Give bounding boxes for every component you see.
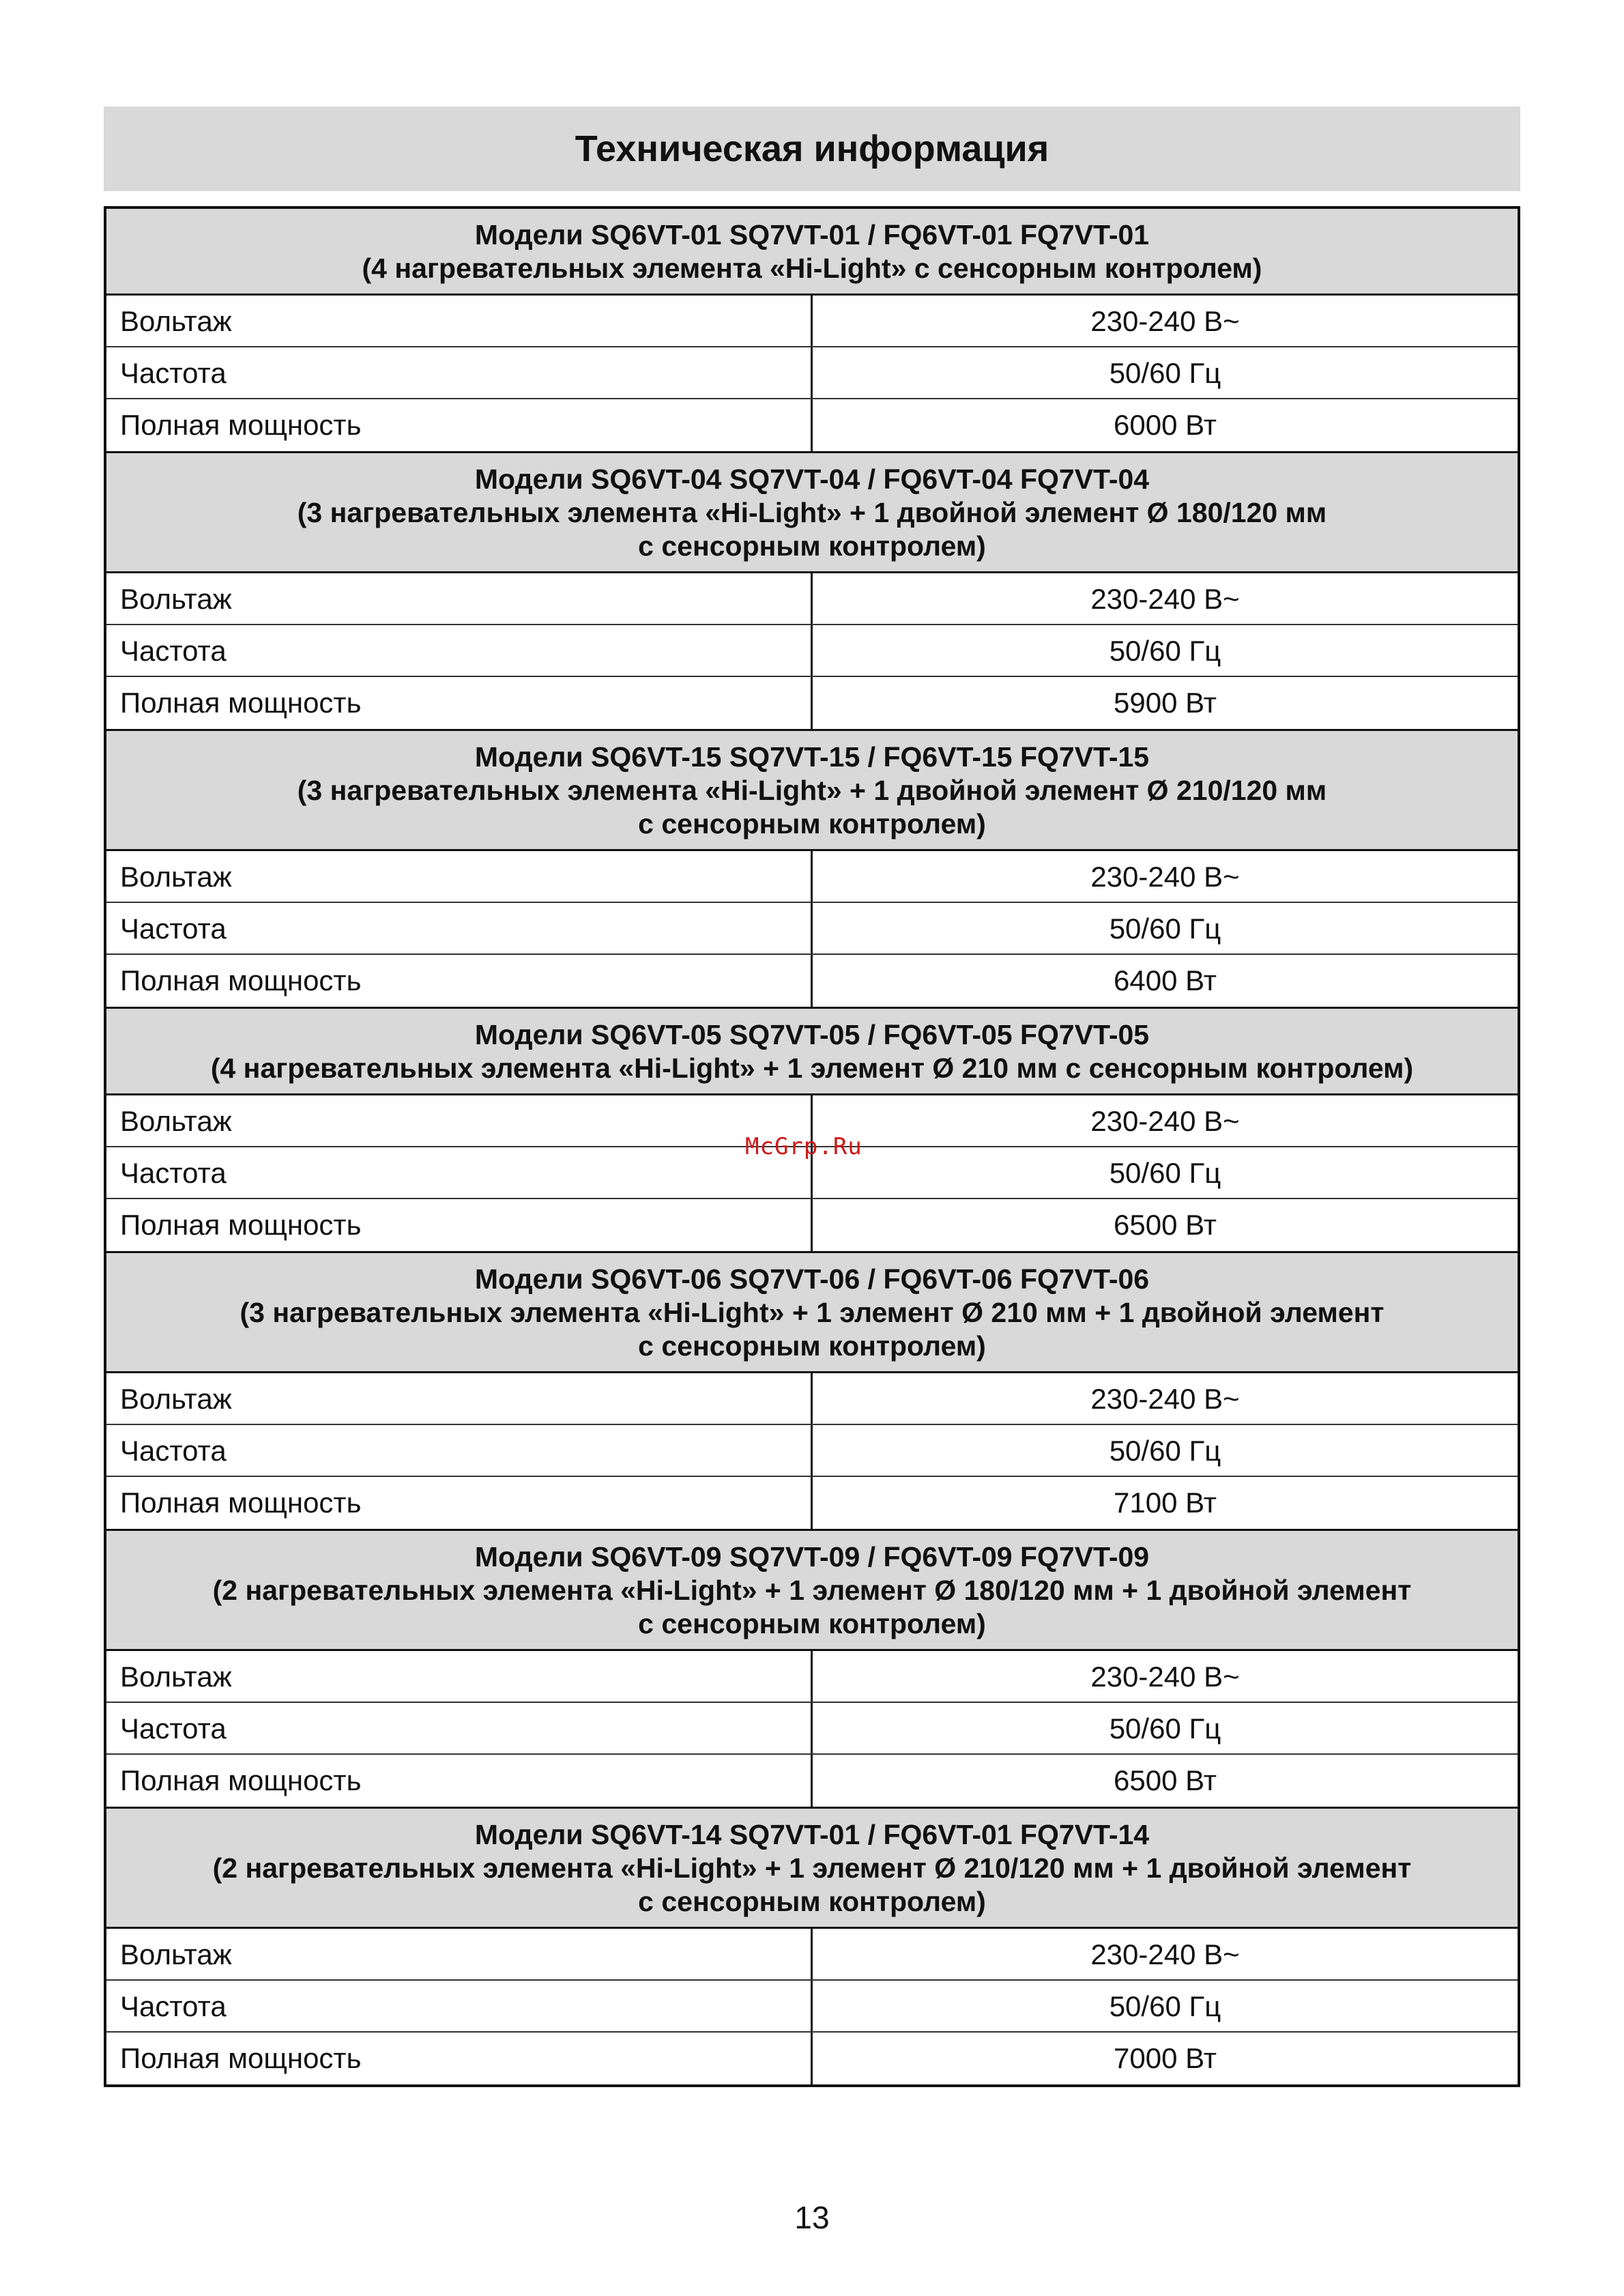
model-header-line: Модели SQ6VT-01 SQ7VT-01 / FQ6VT-01 FQ7VT-01 [474,219,1150,250]
spec-value: 6500 Вт [1114,1209,1217,1241]
spec-value: 50/60 Гц [1109,635,1221,667]
model-header-line: Модели SQ6VT-06 SQ7VT-06 / FQ6VT-06 FQ7VT-06 [474,1263,1150,1295]
spec-label: Вольтаж [106,1651,813,1702]
model-header-line: с сенсорным контролем) [638,808,986,840]
spec-row [106,347,1518,399]
model-header-line: (4 нагревательных элемента «Hi-Light» с сенсорным контролем) [362,253,1262,284]
spec-row [106,573,1518,625]
spec-label: Частота [106,347,813,398]
spec-value: 230-240 В~ [1090,1938,1240,1970]
spec-label: Частота [106,1703,813,1753]
model-header-line: Модели SQ6VT-09 SQ7VT-09 / FQ6VT-09 FQ7VT-09 [474,1541,1150,1573]
spec-label: Вольтаж [106,1095,813,1146]
model-header-line: с сенсорным контролем) [638,530,986,562]
spec-row [106,955,1518,1007]
spec-value: 5900 Вт [1114,687,1217,719]
model-header-line: (4 нагревательных элемента «Hi-Light» + 1 элемент Ø 210 мм с сенсорным контролем) [210,1052,1414,1084]
spec-row [106,1651,1518,1703]
model-header-line: с сенсорным контролем) [638,1608,986,1639]
model-header-line: Модели SQ6VT-04 SQ7VT-04 / FQ6VT-04 FQ7VT-04 [474,463,1150,495]
spec-value: 50/60 Гц [1109,913,1221,945]
spec-row [106,677,1518,729]
spec-label: Полная мощность [106,1199,813,1251]
spec-value: 6000 Вт [1114,409,1217,441]
spec-value: 230-240 В~ [1090,305,1240,337]
model-header [106,729,1518,851]
spec-value: 50/60 Гц [1109,1157,1221,1189]
spec-label: Полная мощность [106,2033,813,2084]
page-number: 13 [794,2200,830,2235]
spec-label: Вольтаж [106,1929,813,1979]
spec-row [106,2033,1518,2084]
spec-label: Вольтаж [106,296,813,346]
spec-row [106,1981,1518,2033]
spec-row [106,1373,1518,1425]
page-header [104,106,1520,191]
spec-row [106,1929,1518,1981]
spec-label: Полная мощность [106,399,813,451]
model-header [106,1529,1518,1651]
spec-label: Частота [106,625,813,676]
model-header-line: Модели SQ6VT-05 SQ7VT-05 / FQ6VT-05 FQ7VT-05 [474,1019,1150,1050]
spec-label: Полная мощность [106,955,813,1007]
spec-label: Частота [106,1981,813,2031]
spec-value: 6400 Вт [1114,964,1217,996]
spec-label: Полная мощность [106,1755,813,1807]
model-header-line: с сенсорным контролем) [638,1886,986,1917]
model-header-line: Модели SQ6VT-14 SQ7VT-01 / FQ6VT-01 FQ7VT-14 [474,1819,1150,1850]
watermark: McGrp.Ru [745,1133,862,1160]
spec-row [106,1425,1518,1477]
model-header-line: (3 нагревательных элемента «Hi-Light» + 1 элемент Ø 210 мм + 1 двойной элемент [240,1297,1384,1328]
spec-value: 7100 Вт [1114,1487,1217,1519]
spec-label: Вольтаж [106,573,813,624]
spec-row [106,1755,1518,1807]
spec-label: Частота [106,1425,813,1476]
spec-label: Полная мощность [106,1477,813,1529]
model-header [106,209,1518,296]
model-header-line: с сенсорным контролем) [638,1330,986,1362]
spec-value: 230-240 В~ [1090,1661,1240,1693]
model-block [106,1807,1518,2084]
model-block [106,1251,1518,1529]
spec-row [106,1199,1518,1251]
model-header [106,1807,1518,1929]
spec-row [106,903,1518,955]
spec-row [106,625,1518,677]
model-header-line: (3 нагревательных элемента «Hi-Light» + 1 двойной элемент Ø 180/120 мм [297,497,1327,528]
spec-value: 230-240 В~ [1090,583,1240,615]
spec-value: 50/60 Гц [1109,357,1221,389]
spec-value: 6500 Вт [1114,1764,1217,1796]
model-block [106,1529,1518,1807]
spec-label: Частота [106,1147,813,1198]
model-block [106,451,1518,729]
model-header [106,451,1518,573]
spec-row [106,1703,1518,1755]
page-title: Техническая информация [575,128,1049,169]
model-header [106,1007,1518,1095]
spec-value: 230-240 В~ [1090,1105,1240,1137]
spec-row [106,399,1518,451]
spec-label: Частота [106,903,813,953]
spec-value: 50/60 Гц [1109,1712,1221,1745]
spec-label: Полная мощность [106,677,813,729]
model-header-line: (2 нагревательных элемента «Hi-Light» + 1 элемент Ø 210/120 мм + 1 двойной элемент [212,1852,1412,1884]
spec-value: 7000 Вт [1114,2042,1217,2074]
spec-value: 230-240 В~ [1090,1383,1240,1415]
spec-row [106,296,1518,347]
model-header-line: (3 нагревательных элемента «Hi-Light» + 1 двойной элемент Ø 210/120 мм [297,775,1327,806]
spec-row [106,851,1518,903]
model-block [106,209,1518,451]
model-block [106,1007,1518,1251]
model-header-line: (2 нагревательных элемента «Hi-Light» + 1 элемент Ø 180/120 мм + 1 двойной элемент [212,1575,1412,1606]
spec-row [106,1477,1518,1529]
spec-value: 50/60 Гц [1109,1435,1221,1467]
model-header-line: Модели SQ6VT-15 SQ7VT-15 / FQ6VT-15 FQ7VT-15 [474,741,1150,773]
spec-label: Вольтаж [106,1373,813,1424]
spec-label: Вольтаж [106,851,813,902]
spec-value: 230-240 В~ [1090,861,1240,893]
model-header [106,1251,1518,1373]
spec-value: 50/60 Гц [1109,1990,1221,2022]
model-block [106,729,1518,1007]
